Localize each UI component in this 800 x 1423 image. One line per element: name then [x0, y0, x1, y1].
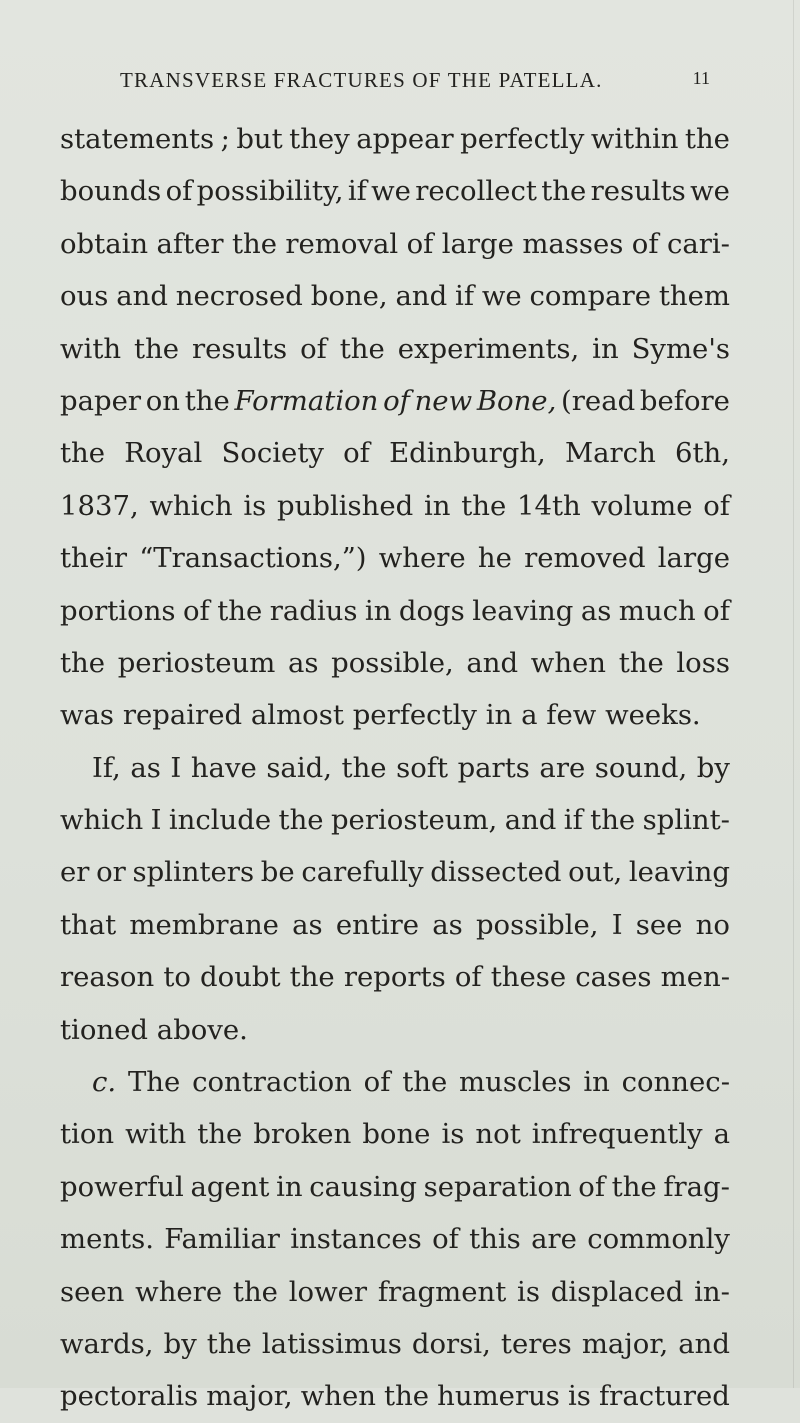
- word: the: [206, 1327, 252, 1360]
- word: instances: [290, 1223, 422, 1256]
- word: not: [475, 1118, 521, 1151]
- word: The: [127, 1066, 181, 1099]
- word: as: [580, 594, 612, 627]
- word: major,: [581, 1327, 669, 1360]
- word: in: [583, 1066, 610, 1099]
- word: dogs: [398, 594, 465, 627]
- word: are: [531, 1223, 577, 1256]
- word: (read: [561, 384, 636, 417]
- word: reason: [60, 961, 155, 994]
- word: of: [343, 437, 370, 470]
- word: recollect: [415, 175, 537, 208]
- word: separation: [423, 1170, 572, 1203]
- text-line: [60, 742, 730, 794]
- word: which: [149, 489, 233, 522]
- word: the: [341, 751, 387, 784]
- word: when: [530, 646, 607, 679]
- word: agent: [190, 1170, 270, 1203]
- word: perfectly: [460, 123, 585, 155]
- word: volume: [591, 489, 693, 522]
- word: displaced: [550, 1275, 684, 1308]
- word: said,: [266, 751, 332, 784]
- italic-title-word: new: [414, 384, 473, 417]
- word: we: [371, 175, 411, 208]
- word: the: [541, 175, 587, 208]
- text-line: [60, 165, 730, 217]
- word: as: [287, 646, 319, 679]
- word: the: [684, 123, 730, 155]
- word: statements: [60, 123, 215, 155]
- word: much: [618, 594, 696, 627]
- text-line: [60, 846, 730, 898]
- word: on: [145, 384, 181, 417]
- word: see: [635, 908, 683, 941]
- word: latissimus: [261, 1327, 402, 1360]
- word: as: [432, 908, 463, 941]
- word: the: [384, 1380, 430, 1413]
- word: doubt: [200, 961, 281, 994]
- text-line: [60, 427, 730, 479]
- text-line: [60, 1161, 730, 1213]
- word: of: [406, 227, 434, 260]
- word: when: [300, 1380, 376, 1413]
- word: possible,: [475, 908, 599, 941]
- word: the: [278, 804, 324, 837]
- word: and: [466, 646, 519, 679]
- word: their: [60, 542, 127, 575]
- word: where: [135, 1275, 223, 1308]
- word: ments.: [60, 1223, 154, 1256]
- word: loss: [676, 646, 730, 679]
- word: almost: [250, 699, 344, 732]
- page-number: 11: [692, 68, 710, 88]
- word: fragment: [377, 1275, 507, 1308]
- word: in: [423, 489, 451, 522]
- word: obtain: [60, 227, 149, 260]
- word: I: [611, 908, 623, 941]
- word: of: [454, 961, 482, 994]
- word: if: [563, 804, 583, 837]
- word: muscles: [459, 1066, 572, 1099]
- word: wards,: [60, 1327, 154, 1360]
- word: he: [477, 542, 512, 575]
- page-header: [120, 68, 710, 98]
- word: bone: [362, 1118, 431, 1151]
- word: of: [703, 594, 730, 627]
- word: and: [678, 1327, 730, 1360]
- word: of: [631, 227, 659, 260]
- word: Familiar: [164, 1223, 280, 1256]
- word: we: [481, 280, 522, 313]
- word: with: [60, 332, 122, 365]
- italic-title-word: Formation: [234, 384, 379, 417]
- word: paper: [60, 384, 142, 417]
- word: tioned: [60, 1013, 148, 1046]
- italic-title-word: Bone,: [476, 384, 557, 417]
- text-line: [60, 480, 730, 532]
- word: reports: [343, 961, 446, 994]
- word: results: [590, 175, 686, 208]
- text-line: [60, 794, 730, 846]
- word: infrequently: [531, 1118, 703, 1151]
- word: parts: [457, 751, 530, 784]
- word: the: [618, 646, 664, 679]
- word: as: [130, 751, 161, 784]
- word: March: [564, 437, 656, 470]
- word: splint-: [642, 804, 730, 837]
- word: above.: [156, 1013, 248, 1046]
- word: if: [347, 175, 367, 208]
- word: after: [156, 227, 224, 260]
- word: them: [658, 280, 730, 313]
- word: in: [276, 1170, 303, 1203]
- word: periosteum,: [330, 804, 498, 837]
- word: dorsi,: [411, 1327, 491, 1360]
- text-line: [60, 637, 730, 689]
- word: I: [170, 751, 182, 784]
- word: of: [578, 1170, 606, 1203]
- word: humerus: [437, 1380, 560, 1413]
- word: of: [363, 1066, 391, 1099]
- text-line: [60, 1318, 730, 1370]
- word: of: [703, 489, 730, 522]
- word: if: [455, 280, 475, 313]
- text-line: [60, 113, 730, 165]
- word: bone,: [310, 280, 388, 313]
- text-line: [60, 689, 730, 741]
- word: teres: [500, 1327, 572, 1360]
- text-line: [60, 1004, 730, 1056]
- word: is: [568, 1380, 591, 1413]
- word: causing: [309, 1170, 417, 1203]
- italic-title-word: of: [383, 384, 410, 417]
- word: the: [231, 227, 277, 260]
- page-edge: [793, 0, 794, 1388]
- word: 6th,: [675, 437, 730, 470]
- word: radius: [269, 594, 358, 627]
- word: membrane: [129, 908, 279, 941]
- word: portions: [60, 594, 176, 627]
- word: in: [592, 332, 619, 365]
- word: frag-: [663, 1170, 730, 1203]
- word: dissected: [430, 856, 562, 889]
- word: which: [60, 804, 144, 837]
- word: “Transactions,”): [139, 542, 367, 575]
- word: they: [289, 123, 350, 155]
- word: periosteum: [117, 646, 276, 679]
- word: connec-: [621, 1066, 730, 1099]
- word: of: [165, 175, 193, 208]
- word: men-: [660, 961, 730, 994]
- body-text: [60, 113, 730, 1423]
- text-line: [60, 532, 730, 584]
- word: perfectly: [352, 699, 477, 732]
- word: is: [243, 489, 267, 522]
- word: was: [60, 699, 115, 732]
- word: be: [260, 856, 295, 889]
- word: ;: [220, 123, 230, 155]
- word: include: [168, 804, 272, 837]
- word: cari-: [666, 227, 730, 260]
- word: cases: [575, 961, 652, 994]
- word: is: [441, 1118, 465, 1151]
- word: fractured: [599, 1380, 730, 1413]
- word: er: [60, 856, 90, 889]
- text-line: [60, 1266, 730, 1318]
- word: as: [292, 908, 323, 941]
- word: the: [60, 437, 106, 470]
- word: powerful: [60, 1170, 184, 1203]
- word: we: [690, 175, 730, 208]
- text-line: [60, 323, 730, 375]
- word: necrosed: [175, 280, 303, 313]
- word: no: [695, 908, 730, 941]
- word: 1837,: [60, 489, 139, 522]
- word: by: [163, 1327, 197, 1360]
- word: the: [590, 804, 636, 837]
- word: sound,: [594, 751, 688, 784]
- word: removed: [524, 542, 646, 575]
- text-line: [60, 951, 730, 1003]
- word: a: [521, 699, 538, 732]
- word: the: [60, 646, 106, 679]
- text-line: [60, 1056, 730, 1108]
- word: ous: [60, 280, 109, 313]
- word: repaired: [122, 699, 243, 732]
- word: lower: [288, 1275, 368, 1308]
- word: the: [232, 1275, 278, 1308]
- word: the: [197, 1118, 243, 1151]
- word: experiments,: [397, 332, 580, 365]
- word: is: [517, 1275, 540, 1308]
- word: soft: [396, 751, 449, 784]
- word: compare: [529, 280, 651, 313]
- word: the: [134, 332, 180, 365]
- word: the: [289, 961, 335, 994]
- section-marker: c.: [92, 1066, 117, 1099]
- word: If,: [92, 751, 121, 784]
- text-line: [60, 1108, 730, 1160]
- word: tion: [60, 1118, 115, 1151]
- word: the: [339, 332, 385, 365]
- word: contraction: [192, 1066, 352, 1099]
- word: the: [611, 1170, 657, 1203]
- text-line: [60, 585, 730, 637]
- text-line: [60, 218, 730, 270]
- word: where: [378, 542, 466, 575]
- word: leaving: [472, 594, 574, 627]
- word: carefully: [301, 856, 424, 889]
- word: and: [504, 804, 557, 837]
- word: are: [539, 751, 586, 784]
- text-line: [60, 375, 730, 427]
- word: in: [364, 594, 392, 627]
- word: 14th: [517, 489, 581, 522]
- word: possible,: [331, 646, 454, 679]
- word: Royal: [124, 437, 203, 470]
- word: published: [277, 489, 414, 522]
- word: weeks.: [605, 699, 701, 732]
- word: the: [461, 489, 507, 522]
- word: entire: [335, 908, 420, 941]
- word: possibility,: [196, 175, 344, 208]
- word: large: [657, 542, 730, 575]
- word: with: [125, 1118, 187, 1151]
- word: results: [191, 332, 288, 365]
- word: splinters: [132, 856, 255, 889]
- text-line: [60, 270, 730, 322]
- text-line: [60, 1370, 730, 1422]
- word: broken: [253, 1118, 352, 1151]
- word: large: [441, 227, 514, 260]
- word: removal: [285, 227, 399, 260]
- text-line: [60, 899, 730, 951]
- word: to: [163, 961, 191, 994]
- word: out,: [568, 856, 623, 889]
- word: but: [236, 123, 283, 155]
- word: bounds: [60, 175, 162, 208]
- word: of: [300, 332, 327, 365]
- word: or: [96, 856, 126, 889]
- word: the: [402, 1066, 448, 1099]
- word: of: [183, 594, 210, 627]
- word: few: [546, 699, 597, 732]
- word: Society: [221, 437, 324, 470]
- word: Syme's: [631, 332, 730, 365]
- word: commonly: [587, 1223, 730, 1256]
- word: a: [713, 1118, 730, 1151]
- word: in-: [694, 1275, 730, 1308]
- word: the: [217, 594, 263, 627]
- word: that: [60, 908, 117, 941]
- word: major,: [206, 1380, 293, 1413]
- word: of: [432, 1223, 459, 1256]
- running-head: TRANSVERSE FRACTURES OF THE PATELLA.: [120, 68, 603, 92]
- word: seen: [60, 1275, 125, 1308]
- word: have: [190, 751, 257, 784]
- word: this: [469, 1223, 521, 1256]
- word: pectoralis: [60, 1380, 199, 1413]
- word: Edinburgh,: [389, 437, 546, 470]
- word: leaving: [628, 856, 730, 889]
- word: masses: [522, 227, 624, 260]
- word: and: [116, 280, 168, 313]
- word: and: [395, 280, 448, 313]
- word: the: [184, 384, 230, 417]
- word: within: [590, 123, 679, 155]
- text-line: [60, 1213, 730, 1265]
- word: I: [150, 804, 162, 837]
- word: before: [639, 384, 730, 417]
- word: these: [490, 961, 567, 994]
- word: appear: [356, 123, 454, 155]
- word: by: [696, 751, 730, 784]
- word: in: [485, 699, 513, 732]
